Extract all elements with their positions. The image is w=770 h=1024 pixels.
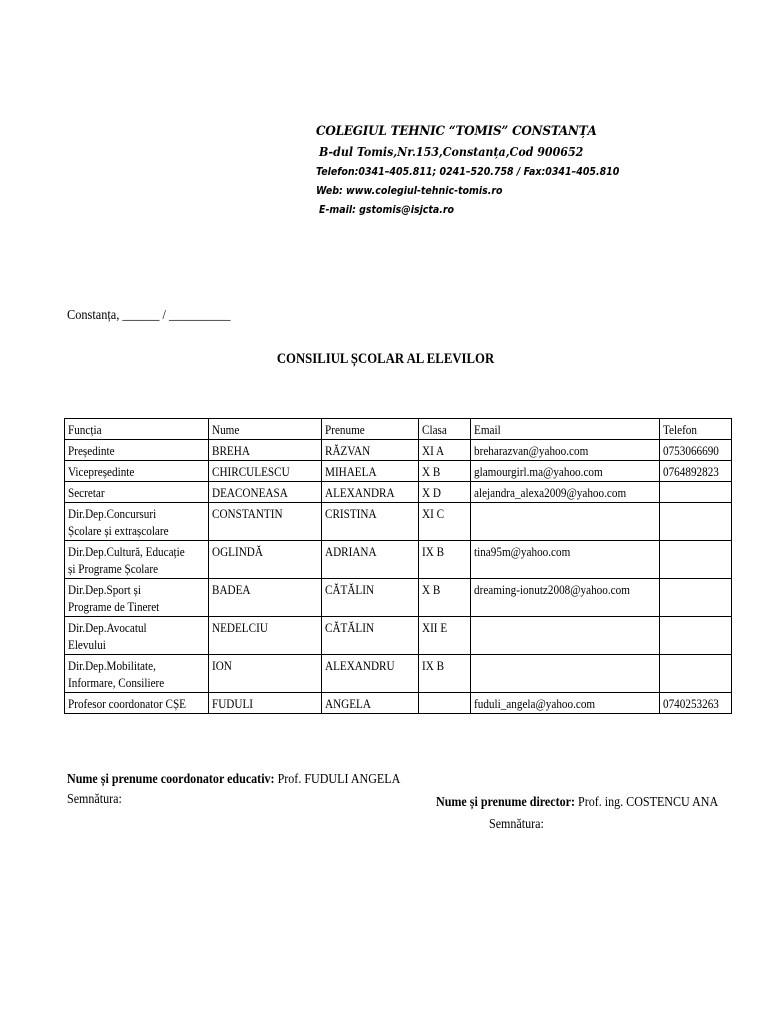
cell-functia: [65, 693, 209, 714]
cell-nume: [209, 541, 322, 579]
cell-prenume: [322, 579, 419, 617]
cell-telefon: [659, 440, 731, 461]
header-cell-email: Email: [471, 419, 659, 440]
cell-prenume-text: MIHAELA: [325, 464, 377, 479]
cell-functia: [65, 579, 209, 617]
cell-nume: [209, 503, 322, 541]
header-cell-clasa: Clasa: [419, 419, 471, 440]
school-phone: Telefon:0341–405.811; 0241–520.758 / Fax:0341–405.810: [316, 166, 620, 178]
coordinator-name-line: [67, 770, 400, 790]
cell-telefon: [659, 655, 731, 693]
cell-clasa-text: IX B: [422, 658, 445, 673]
cell-email-text: breharazvan@yahoo.com: [474, 443, 589, 458]
members-table-body: [65, 419, 732, 714]
cell-nume-text: NEDELCIU: [212, 620, 269, 635]
cell-functia-line: Elevului: [68, 637, 106, 652]
cell-functia-line: și Programe Școlare: [68, 561, 159, 576]
table-row: [65, 693, 732, 714]
cell-functia-line: Informare, Consiliere: [68, 675, 165, 690]
cell-nume: [209, 693, 322, 714]
cell-nume: [209, 617, 322, 655]
cell-email: [471, 693, 659, 714]
cell-nume-text: DEACONEASA: [212, 485, 288, 500]
cell-clasa: [419, 482, 471, 503]
cell-prenume: [322, 461, 419, 482]
cell-prenume-text: CĂTĂLIN: [325, 620, 375, 635]
cell-functia: [65, 440, 209, 461]
cell-prenume-text: ALEXANDRU: [325, 658, 395, 673]
cell-email: [471, 541, 659, 579]
cell-email: [471, 655, 659, 693]
cell-clasa: [419, 655, 471, 693]
school-name: COLEGIUL TEHNIC “TOMIS” CONSTANȚA: [316, 124, 597, 139]
school-email: E-mail: gstomis@isjcta.ro: [319, 204, 455, 216]
cell-prenume: [322, 482, 419, 503]
cell-prenume: [322, 693, 419, 714]
cell-nume: [209, 655, 322, 693]
cell-functia-line: Președinte: [68, 443, 115, 458]
cell-nume-text: BREHA: [212, 443, 251, 458]
director-label: Nume și prenume director:: [436, 795, 575, 810]
cell-prenume: [322, 440, 419, 461]
cell-functia-line: Școlare și extrașcolare: [68, 523, 169, 538]
cell-telefon-text: 0740253263: [662, 696, 719, 711]
cell-functia: [65, 461, 209, 482]
director-name-line: [436, 792, 718, 814]
cell-nume-text: OGLINDĂ: [212, 544, 264, 559]
director-signature: Semnătura:: [489, 817, 544, 832]
coordinator-signature: Semnătura:: [67, 792, 122, 807]
cell-functia-line: Secretar: [68, 485, 105, 500]
cell-functia: [65, 482, 209, 503]
table-row: [65, 503, 732, 541]
cell-clasa: [419, 503, 471, 541]
cell-functia: [65, 541, 209, 579]
cell-email: [471, 482, 659, 503]
cell-telefon: [659, 482, 731, 503]
cell-email: [471, 617, 659, 655]
cell-prenume-text: ADRIANA: [325, 544, 377, 559]
cell-nume-text: BADEA: [212, 582, 251, 597]
header-cell-functia: Funcția: [65, 419, 209, 440]
cell-email-text: tina95m@yahoo.com: [474, 544, 571, 559]
cell-functia: [65, 503, 209, 541]
cell-clasa: [419, 693, 471, 714]
cell-clasa-text: X B: [422, 464, 441, 479]
cell-nume: [209, 461, 322, 482]
director-block: [436, 792, 764, 836]
cell-clasa: [419, 440, 471, 461]
cell-functia-line: Dir.Dep.Concursuri: [68, 506, 157, 521]
cell-email: [471, 503, 659, 541]
table-row: [65, 541, 732, 579]
coordinator-block: [67, 770, 455, 810]
cell-clasa-text: XI C: [422, 506, 445, 521]
cell-prenume: [322, 503, 419, 541]
cell-clasa: [419, 579, 471, 617]
director-value: Prof. ing. COSTENCU ANA: [574, 795, 719, 810]
school-web: Web: www.colegiul-tehnic-tomis.ro: [316, 185, 503, 197]
members-table: [64, 418, 732, 714]
cell-telefon-text: 0753066690: [662, 443, 719, 458]
cell-email-text: dreaming-ionutz2008@yahoo.com: [474, 582, 631, 597]
document-title: [0, 351, 770, 368]
header-cell-telefon: Telefon: [659, 419, 731, 440]
cell-nume-text: FUDULI: [212, 696, 254, 711]
table-row: [65, 482, 732, 503]
cell-functia-line: Dir.Dep.Mobilitate,: [68, 658, 156, 673]
table-row: [65, 617, 732, 655]
cell-functia: [65, 655, 209, 693]
header-cell-nume: Nume: [209, 419, 322, 440]
cell-prenume-text: CĂTĂLIN: [325, 582, 375, 597]
coordinator-label: Nume și prenume coordonator educativ:: [67, 772, 275, 787]
cell-prenume-text: CRISTINA: [325, 506, 377, 521]
cell-clasa: [419, 541, 471, 579]
letterhead: [316, 124, 653, 216]
cell-functia-line: Programe de Tineret: [68, 599, 160, 614]
cell-prenume: [322, 655, 419, 693]
header-cell-prenume: Prenume: [322, 419, 419, 440]
cell-nume: [209, 579, 322, 617]
cell-email-text: fuduli_angela@yahoo.com: [474, 696, 596, 711]
cell-functia-line: Dir.Dep.Sport și: [68, 582, 141, 597]
cell-email: [471, 440, 659, 461]
cell-functia-line: Dir.Dep.Avocatul: [68, 620, 147, 635]
cell-nume: [209, 440, 322, 461]
cell-clasa: [419, 617, 471, 655]
cell-telefon: [659, 541, 731, 579]
cell-clasa-text: XII E: [422, 620, 448, 635]
school-address: B-dul Tomis,Nr.153,Constanța,Cod 900652: [319, 145, 584, 159]
cell-prenume: [322, 541, 419, 579]
cell-nume: [209, 482, 322, 503]
cell-telefon-text: 0764892823: [662, 464, 719, 479]
table-row: [65, 440, 732, 461]
cell-email: [471, 461, 659, 482]
coordinator-value: Prof. FUDULI ANGELA: [274, 772, 401, 787]
table-header-row: [65, 419, 732, 440]
table-row: [65, 461, 732, 482]
cell-nume-text: CONSTANTIN: [212, 506, 283, 521]
cell-clasa-text: X B: [422, 582, 441, 597]
cell-telefon: [659, 617, 731, 655]
cell-telefon: [659, 503, 731, 541]
cell-email: [471, 579, 659, 617]
cell-clasa: [419, 461, 471, 482]
document-title-text: CONSILIUL ȘCOLAR AL ELEVILOR: [276, 351, 494, 367]
table-row: [65, 579, 732, 617]
cell-functia: [65, 617, 209, 655]
cell-prenume-text: ANGELA: [325, 696, 372, 711]
cell-prenume: [322, 617, 419, 655]
place-date-line: Constanța, ______ / __________: [67, 308, 231, 323]
cell-prenume-text: ALEXANDRA: [325, 485, 395, 500]
cell-nume-text: ION: [212, 658, 233, 673]
cell-telefon: [659, 579, 731, 617]
cell-nume-text: CHIRCULESCU: [212, 464, 290, 479]
cell-email-text: alejandra_alexa2009@yahoo.com: [474, 485, 627, 500]
cell-prenume-text: RĂZVAN: [325, 443, 371, 458]
table-row: [65, 655, 732, 693]
cell-clasa-text: XI A: [422, 443, 445, 458]
cell-email-text: glamourgirl.ma@yahoo.com: [474, 464, 603, 479]
cell-functia-line: Vicepreședinte: [68, 464, 135, 479]
cell-functia-line: Dir.Dep.Cultură, Educație: [68, 544, 185, 559]
cell-clasa-text: X D: [422, 485, 442, 500]
cell-telefon: [659, 693, 731, 714]
cell-telefon: [659, 461, 731, 482]
cell-clasa-text: IX B: [422, 544, 445, 559]
cell-functia-line: Profesor coordonator CȘE: [68, 696, 186, 711]
